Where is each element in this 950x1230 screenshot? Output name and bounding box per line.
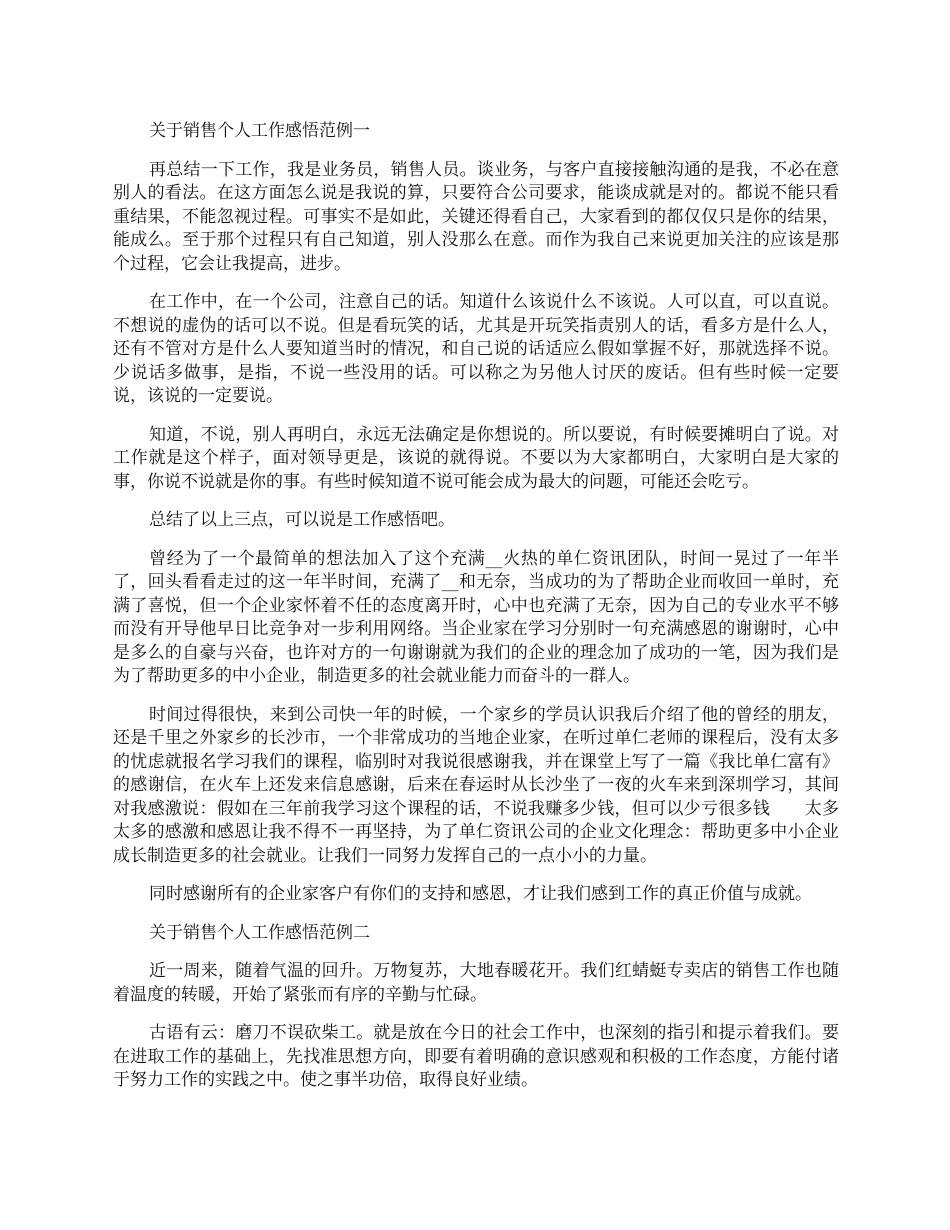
paragraph: 知道，不说，别人再明白，永远无法确定是你想说的。所以要说，有时候要摊明白了说。对工作就是这个样子，面对领导更是，该说的就得说。不要以为大家都明白，大家明白是大家的事，你说不说就是你的事。有些时候知道不说可能会成为最大的问题，可能还会吃亏。 xyxy=(113,424,839,492)
paragraph: 在工作中，在一个公司，注意自己的话。知道什么该说什么不该说。人可以直，可以直说。不想说的虚伪的话可以不说。但是看玩笑的话，尤其是开玩笑指责别人的话，看多方是什么人，还有不管对方是什么人要知道当时的情况，和自己说的话适应么假如掌握不好，那就选择不说。少说话多做事，是指，不说一些没用的话。可以称之为另他人讨厌的废话。但有些时候一定要说，该说的一定要说。 xyxy=(113,292,839,406)
paragraph: 再总结一下工作，我是业务员，销售人员。谈业务，与客户直接接触沟通的是我，不必在意别人的看法。在这方面怎么说是我说的算，只要符合公司要求，能谈成就是对的。都说不能只看重结果，不能忽视过程。可事实不是如此，关键还得看自己，大家看到的都仅仅只是你的结果，能成么。至于那个过程只有自己知道，别人没那么在意。而作为我自己来说更加关注的应该是那个过程，它会让我提高，进步。 xyxy=(113,159,839,274)
paragraph: 总结了以上三点，可以说是工作感悟吧。 xyxy=(149,510,455,530)
section-title-1: 关于销售个人工作感悟范例一 xyxy=(149,121,370,141)
section-title-2: 关于销售个人工作感悟范例二 xyxy=(149,922,370,943)
document-body xyxy=(113,120,839,1108)
paragraph: 同时感谢所有的企业家客户有你们的支持和感恩，才让我们感到工作的真正价值与成就。 xyxy=(149,884,812,904)
paragraph: 古语有云：磨刀不误砍柴工。就是放在今日的社会工作中，也深刻的指引和提示着我们。要在进取工作的基础上，先找准思想方向，即要有着明确的意识感观和积极的工作态度，方能付诸于努力工作的实践之中。使之事半功倍，取得良好业绩。 xyxy=(113,1023,839,1090)
paragraph: 时间过得很快，来到公司快一年的时候，一个家乡的学员认识我后介绍了他的曾经的朋友，还是千里之外家乡的长沙市，一个非常成功的当地企业家，在听过单仁老师的课程后，没有太多的忧虑就报名学习我们的课程，临别时对我说很感谢我，并在课堂上写了一篇《我比单仁富有》的感谢信，在火车上还发来信息感谢，后来在春运时从长沙坐了一夜的火车来到深圳学习，其间对我感激说：假如在三年前我学习这个课程的话，不说我赚多少钱，但可以少亏很多钱 太多太多的感激和感恩让我不得不一再坚持，为了单仁资讯公司的企业文化理念：帮助更多中小企业成长制造更多的社会就业。让我们一同努力发挥自己的一点小小的力量。 xyxy=(113,704,839,866)
paragraph: 近一周来，随着气温的回升。万物复苏，大地春暖花开。我们红蜻蜓专卖店的销售工作也随着温度的转暖，开始了紧张而有序的辛勤与忙碌。 xyxy=(113,961,839,1005)
paragraph: 曾经为了一个最简单的想法加入了这个充满__火热的单仁资讯团队，时间一晃过了一年半了，回头看看走过的这一年半时间，充满了__和无奈，当成功的为了帮助企业而收回一单时，充满了喜悦，但一个企业家怀着不任的态度离开时，心中也充满了无奈，因为自己的专业水平不够而没有开导他早日比竞争对一步利用网络。当企业家在学习分别时一句充满感恩的谢谢时，心中是多么的自豪与兴奋，也许对方的一句谢谢就为我们的企业的理念加了成功的一笔，因为我们是为了帮助更多的中小企业，制造更多的社会就业能力而奋斗的一群人。 xyxy=(113,548,839,686)
